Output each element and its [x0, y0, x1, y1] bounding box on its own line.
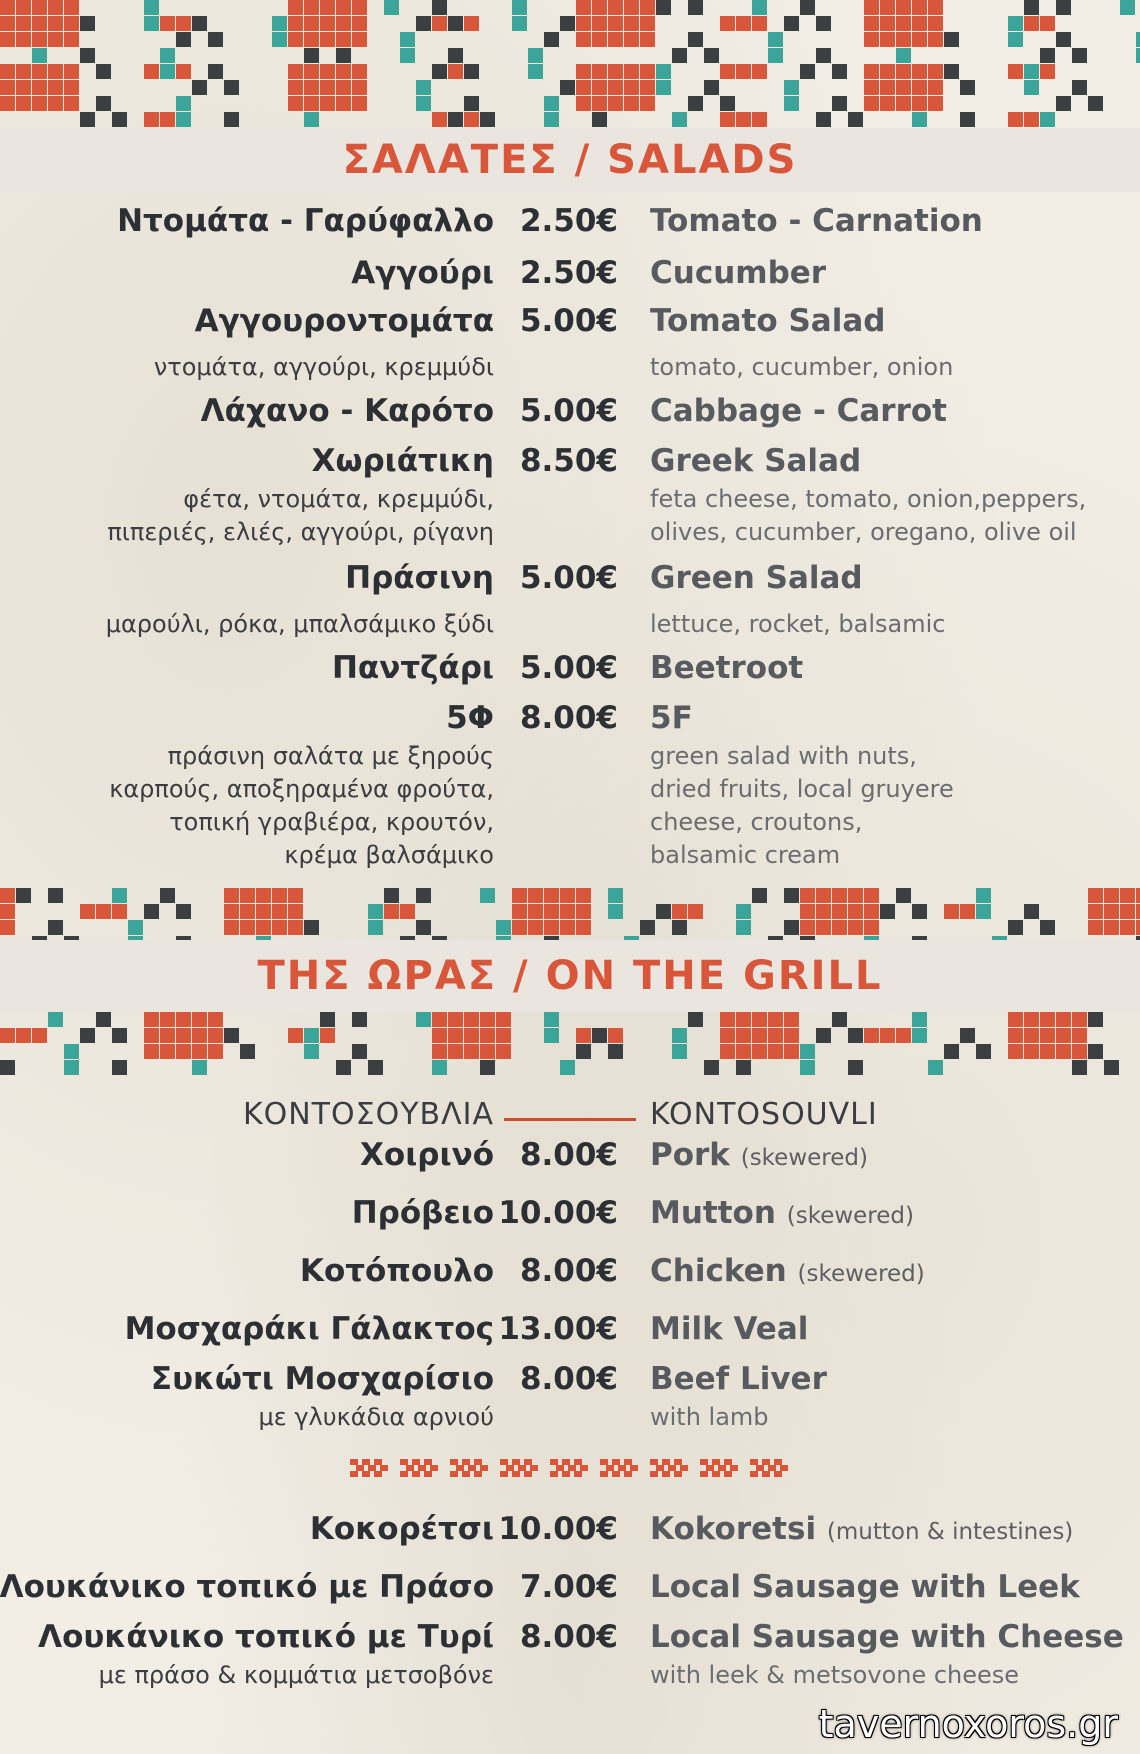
description-line: μαρούλι, ρόκα, μπαλσάμικο ξύδι — [105, 610, 494, 638]
description-line: φέτα, ντομάτα, κρεμμύδι, — [183, 485, 494, 513]
menu-item — [0, 700, 1140, 740]
item-name-gr: Λάχανο - Καρότο — [200, 393, 494, 429]
description-line: κρέμα βαλσάμικο — [284, 841, 494, 869]
menu-item — [0, 1361, 1140, 1401]
ornament-icon — [450, 1457, 490, 1479]
item-name-en — [650, 303, 885, 339]
item-name-gr: Συκώτι Μοσχαρίσιο — [150, 1361, 494, 1397]
item-description-gr — [258, 1401, 494, 1434]
item-name-en-text: Mutton — [650, 1195, 776, 1231]
menu-item — [0, 255, 1140, 295]
item-name-gr: Αγγουροντομάτα — [194, 303, 494, 339]
item-name-gr: Αγγούρι — [351, 255, 494, 291]
menu-item — [0, 203, 1140, 243]
item-price: 5.00€ — [519, 303, 618, 339]
item-description-en — [650, 740, 954, 872]
salads-heading: ΣΑΛΑΤΕΣ / SALADS — [342, 137, 798, 183]
description-line: με γλυκάδια αρνιού — [258, 1403, 494, 1431]
item-name-gr: Κοτόπουλο — [299, 1253, 494, 1289]
item-price: 8.00€ — [519, 1361, 618, 1397]
ornament-icon — [750, 1457, 790, 1479]
item-price: 5.00€ — [519, 560, 618, 596]
description-line: green salad with nuts, — [650, 742, 917, 770]
top-embroidery-band — [0, 0, 1140, 128]
item-name-en — [650, 393, 947, 429]
item-name-en — [650, 1619, 1124, 1655]
item-description-gr — [99, 1659, 494, 1692]
description-line: πράσινη σαλάτα με ξηρούς — [167, 742, 494, 770]
ornament-icon — [500, 1457, 540, 1479]
item-name-en-text: Beef Liver — [650, 1361, 827, 1397]
item-price: 2.50€ — [519, 255, 618, 291]
menu-item — [0, 393, 1140, 433]
item-name-gr: Κοκορέτσι — [309, 1511, 494, 1547]
item-price: 8.50€ — [519, 443, 618, 479]
grill-heading: ΤΗΣ ΩΡΑΣ / ON THE GRILL — [257, 953, 883, 999]
item-name-en-text: Tomato - Carnation — [650, 203, 983, 239]
item-name-en-text: Greek Salad — [650, 443, 862, 479]
ornament-icon — [550, 1457, 590, 1479]
item-price: 7.00€ — [519, 1569, 618, 1605]
kontosouvli-subheading-en: KONTOSOUVLI — [650, 1097, 878, 1132]
menu-item — [0, 443, 1140, 483]
item-description-en — [650, 351, 953, 384]
menu-item — [0, 1253, 1140, 1293]
item-name-en — [650, 1569, 1080, 1605]
description-line: cheese, croutons, — [650, 808, 863, 836]
menu-item — [0, 1311, 1140, 1351]
item-price: 8.00€ — [519, 1619, 618, 1655]
salads-heading-bar — [0, 128, 1140, 192]
item-name-gr: Μοσχαράκι Γάλακτος — [124, 1311, 494, 1347]
item-name-gr: Ντομάτα - Γαρύφαλλο — [117, 203, 494, 239]
middle-embroidery-band-bottom — [0, 1012, 1140, 1076]
item-description-en — [650, 1401, 769, 1434]
item-name-en — [650, 1311, 808, 1347]
site-watermark: tavernoxoros.gr — [818, 1702, 1118, 1746]
description-line: πιπεριές, ελιές, αγγούρι, ρίγανη — [107, 518, 494, 546]
item-name-en — [650, 1195, 914, 1231]
item-name-en — [650, 700, 693, 736]
item-name-en-text: Local Sausage with Cheese — [650, 1619, 1124, 1655]
menu-item — [0, 1569, 1140, 1609]
kontosouvli-subheading-gr: ΚΟΝΤΟΣΟΥΒΛΙΑ — [242, 1097, 494, 1132]
menu-item — [0, 650, 1140, 690]
item-price: 8.00€ — [519, 1253, 618, 1289]
description-line: feta cheese, tomato, onion,peppers, — [650, 485, 1087, 513]
description-line: τοπική γραβιέρα, κρουτόν, — [169, 808, 494, 836]
subheading-divider — [504, 1118, 636, 1121]
item-note: (mutton & intestines) — [826, 1519, 1074, 1545]
description-line: καρπούς, αποξηραμένα φρούτα, — [109, 775, 494, 803]
item-name-gr: Χωριάτικη — [311, 443, 494, 479]
item-name-en-text: Tomato Salad — [650, 303, 886, 339]
menu-item — [0, 1511, 1140, 1551]
ornament-icon — [600, 1457, 640, 1479]
item-note: (skewered) — [786, 1203, 914, 1229]
item-name-en-text: Cabbage - Carrot — [650, 393, 947, 429]
item-name-gr: Λουκάνικο τοπικό με Τυρί — [38, 1619, 494, 1655]
description-line: with leek & metsovone cheese — [650, 1661, 1020, 1689]
item-description-en — [650, 483, 1086, 549]
description-line: με πράσο & κομμάτια μετσοβόνε — [98, 1661, 494, 1689]
item-description-en — [650, 1659, 1019, 1692]
item-name-en-text: Milk Veal — [650, 1311, 809, 1347]
menu-item — [0, 1195, 1140, 1235]
item-name-gr: Παντζάρι — [331, 650, 494, 686]
item-name-gr: Χοιρινό — [360, 1137, 494, 1173]
item-name-en-text: Local Sausage with Leek — [650, 1569, 1080, 1605]
item-note: (skewered) — [740, 1145, 868, 1171]
description-line: dried fruits, local gruyere — [650, 775, 954, 803]
item-note: (skewered) — [797, 1261, 925, 1287]
grill-heading-bar — [0, 940, 1140, 1012]
description-line: lettuce, rocket, balsamic — [650, 610, 946, 638]
ornament-icon — [350, 1457, 390, 1479]
item-description-gr — [107, 483, 494, 549]
item-name-en — [650, 1253, 925, 1289]
item-price: 5.00€ — [519, 393, 618, 429]
item-description-gr — [154, 351, 494, 384]
item-price: 5.00€ — [519, 650, 618, 686]
item-name-gr: Πράσινη — [345, 560, 494, 596]
item-name-gr: Λουκάνικο τοπικό με Πράσο — [0, 1569, 494, 1605]
item-name-en-text: 5F — [650, 700, 693, 736]
item-name-en — [650, 1361, 827, 1397]
item-name-en-text: Kokoretsi — [650, 1511, 817, 1547]
item-name-en — [650, 1511, 1073, 1547]
ornament-icon — [700, 1457, 740, 1479]
description-line: ντομάτα, αγγούρι, κρεμμύδι — [153, 353, 494, 381]
item-description-gr — [106, 608, 494, 641]
ornament-icon — [650, 1457, 690, 1479]
item-name-en-text: Cucumber — [650, 255, 827, 291]
item-name-en — [650, 443, 861, 479]
item-price: 13.00€ — [498, 1311, 618, 1347]
middle-embroidery-band-top — [0, 888, 1140, 940]
item-description-en — [650, 608, 945, 641]
menu-item — [0, 1619, 1140, 1659]
item-name-en — [650, 203, 983, 239]
description-line: tomato, cucumber, onion — [650, 353, 954, 381]
item-description-gr — [109, 740, 494, 872]
item-name-en-text: Chicken — [650, 1253, 787, 1289]
item-price: 10.00€ — [498, 1195, 618, 1231]
item-name-en — [650, 650, 803, 686]
item-name-en-text: Beetroot — [650, 650, 804, 686]
description-line: with lamb — [650, 1403, 769, 1431]
item-name-gr: Πρόβειο — [351, 1195, 494, 1231]
item-name-en — [650, 255, 826, 291]
item-price: 10.00€ — [498, 1511, 618, 1547]
item-name-en-text: Pork — [650, 1137, 730, 1173]
ornament-divider — [350, 1457, 790, 1483]
menu-item — [0, 560, 1140, 600]
item-price: 2.50€ — [519, 203, 618, 239]
ornament-icon — [400, 1457, 440, 1479]
menu-item — [0, 303, 1140, 343]
item-name-gr: 5Φ — [446, 700, 494, 736]
menu-item — [0, 1137, 1140, 1177]
item-name-en — [650, 560, 863, 596]
description-line: balsamic cream — [650, 841, 841, 869]
item-price: 8.00€ — [519, 700, 618, 736]
item-name-en-text: Green Salad — [650, 560, 863, 596]
item-name-en — [650, 1137, 868, 1173]
item-price: 8.00€ — [519, 1137, 618, 1173]
description-line: olives, cucumber, oregano, olive oil — [650, 518, 1077, 546]
